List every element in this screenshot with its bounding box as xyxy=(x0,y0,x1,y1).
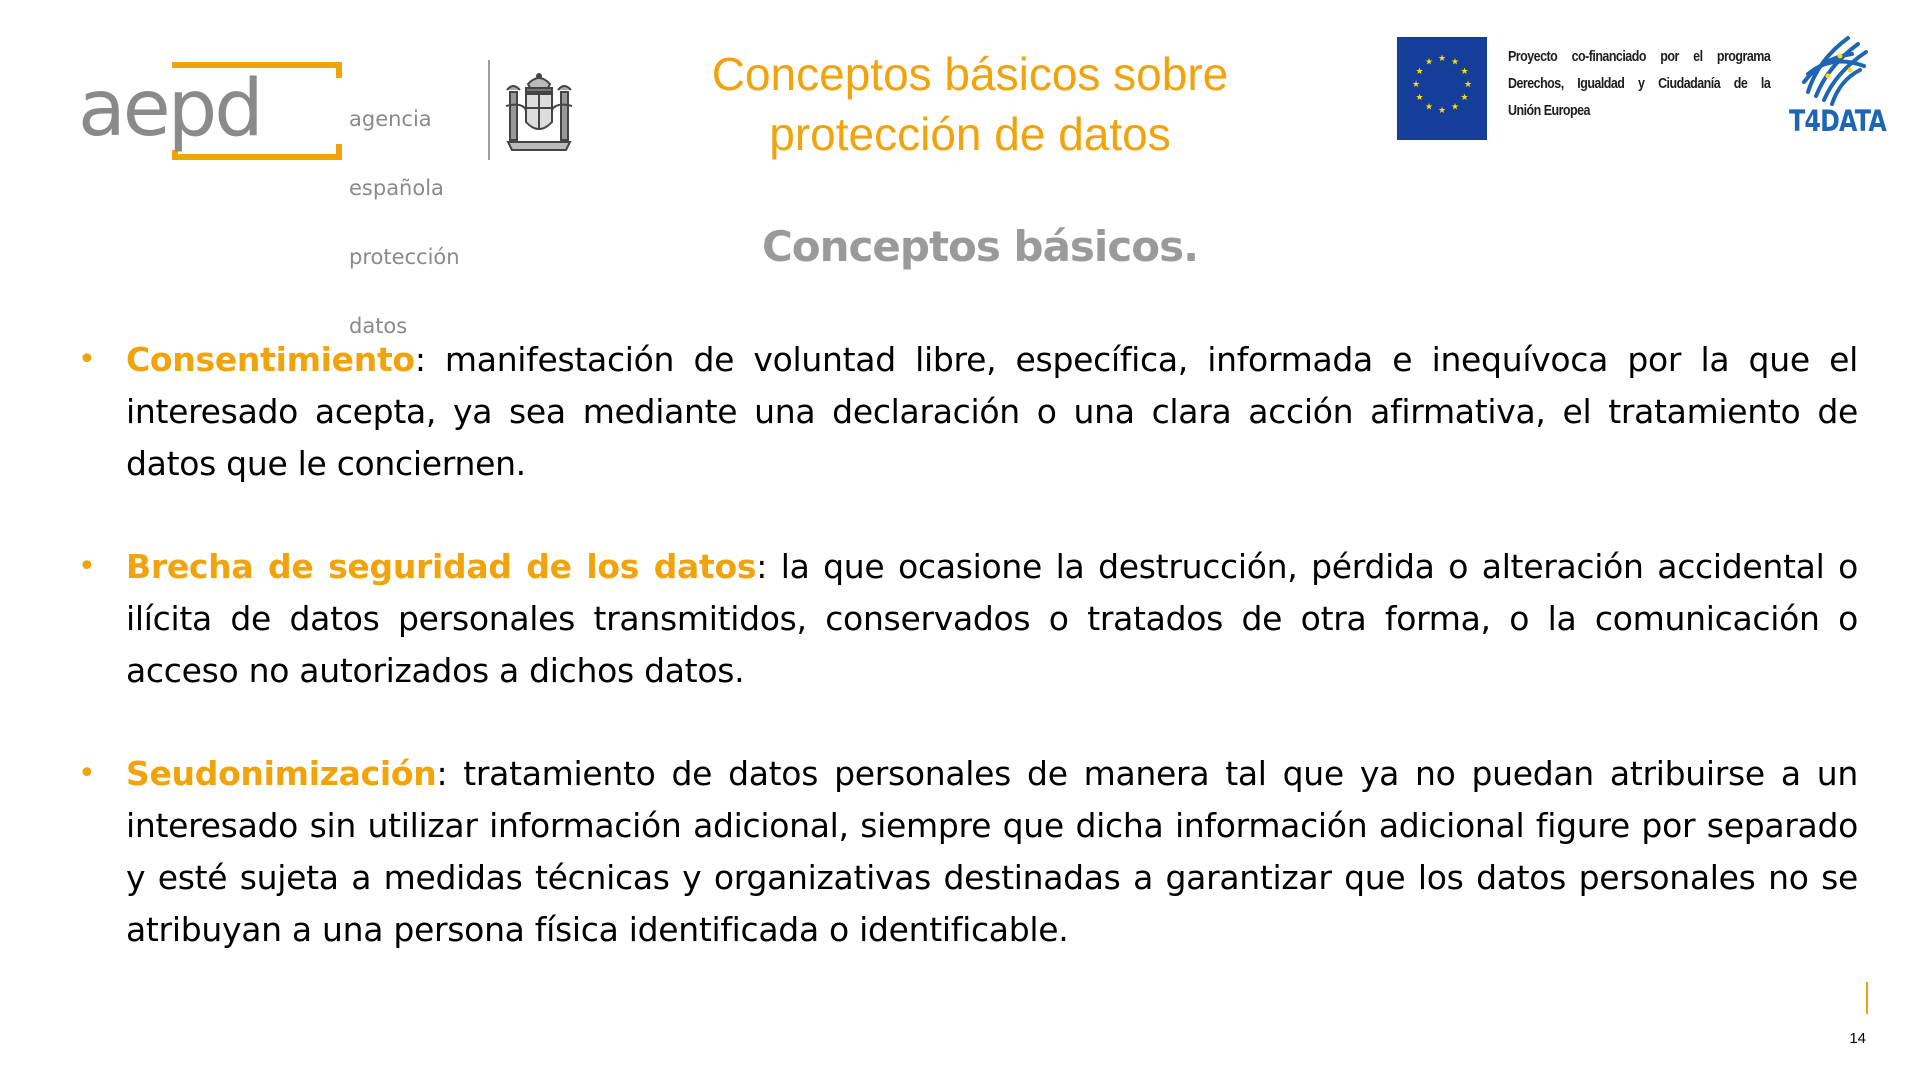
eu-notice-word: Proyecto xyxy=(1508,49,1558,65)
footer-accent-rule xyxy=(1866,982,1868,1014)
bullet-dot-icon: • xyxy=(78,549,96,584)
aepd-name-line: española xyxy=(349,176,444,200)
svg-text:★: ★ xyxy=(1450,57,1460,68)
concept-term: Consentimiento xyxy=(126,340,415,379)
eu-notice-word: co-financiado xyxy=(1571,49,1646,65)
bullet-dot-icon: • xyxy=(78,342,96,377)
eu-notice-word: la xyxy=(1760,76,1771,92)
concept-definition: : la que ocasione la destrucción, pérdida o alteración accidental o ilícita de datos personales transmitidos, conservados o tratados de otra forma, o la comunicación o acceso no autorizados a dichos datos. xyxy=(126,547,1859,690)
svg-text:★: ★ xyxy=(1450,102,1460,113)
concept-term: Brecha de seguridad de los datos xyxy=(126,547,757,586)
page-title xyxy=(620,44,1320,164)
concept-definition: : tratamiento de datos personales de manera tal que ya no puedan atribuirse a un interesado sin utilizar información adicional, siempre que dicha información adicional figure por separado y esté sujeta a medidas técnicas y organizativas destinadas a garantizar que los datos personales no se atribuyan a una persona física identificada o identificable. xyxy=(126,754,1858,949)
eu-notice-word: Derechos, xyxy=(1508,76,1564,92)
eu-notice-word: Igualdad xyxy=(1577,76,1625,92)
eu-notice-line xyxy=(1508,71,1770,98)
svg-text:★: ★ xyxy=(1424,57,1434,68)
bullet-dot-icon: • xyxy=(78,756,96,791)
svg-text:★: ★ xyxy=(1437,106,1447,116)
eu-notice-word: Ciudadanía xyxy=(1658,76,1721,92)
eu-notice-word: por xyxy=(1660,49,1679,65)
svg-text:★: ★ xyxy=(1460,67,1469,77)
svg-text:★: ★ xyxy=(1415,67,1424,77)
page-title-line: protección de datos xyxy=(769,108,1171,160)
list-item xyxy=(78,334,1858,490)
eu-notice-word: y xyxy=(1638,76,1645,92)
eu-notice-word: programa xyxy=(1716,49,1771,65)
svg-text:★: ★ xyxy=(1411,80,1421,90)
eu-funding-notice xyxy=(1508,44,1770,125)
spain-coat-of-arms-icon xyxy=(502,70,576,154)
page-number: 14 xyxy=(1849,1030,1866,1047)
svg-text:★: ★ xyxy=(1463,80,1473,90)
svg-text:★: ★ xyxy=(1424,102,1434,113)
svg-text:★: ★ xyxy=(1437,54,1447,64)
aepd-name-line: protección xyxy=(349,245,460,269)
eu-notice-line xyxy=(1508,44,1770,71)
svg-text:★: ★ xyxy=(1460,93,1469,103)
eu-notice-word: de xyxy=(1733,76,1748,92)
aepd-wordmark: aepd xyxy=(78,64,261,154)
aepd-logo xyxy=(78,58,508,338)
list-item xyxy=(78,541,1858,697)
concept-definition: : manifestación de voluntad libre, específica, informada e inequívoca por la que el interesado acepta, ya sea mediante una declaración o una clara acción afirmativa, el tratamiento de datos que le conciernen. xyxy=(126,340,1858,483)
eu-notice-word: el xyxy=(1693,49,1703,65)
eu-flag-icon xyxy=(1397,37,1487,140)
page-title-line: Conceptos básicos sobre xyxy=(711,48,1229,100)
concept-term: Seudonimización xyxy=(126,754,437,793)
logo-divider xyxy=(488,60,490,160)
aepd-name-line: datos xyxy=(349,314,408,338)
svg-text:★: ★ xyxy=(1415,93,1424,103)
aepd-name-line: agencia xyxy=(349,107,432,131)
section-heading: Conceptos básicos. xyxy=(761,222,1199,271)
eu-notice-line: Unión Europea xyxy=(1508,103,1590,119)
concept-list xyxy=(78,334,1858,1007)
list-item xyxy=(78,748,1858,956)
t4data-wordmark: T4DATA xyxy=(1789,104,1886,138)
